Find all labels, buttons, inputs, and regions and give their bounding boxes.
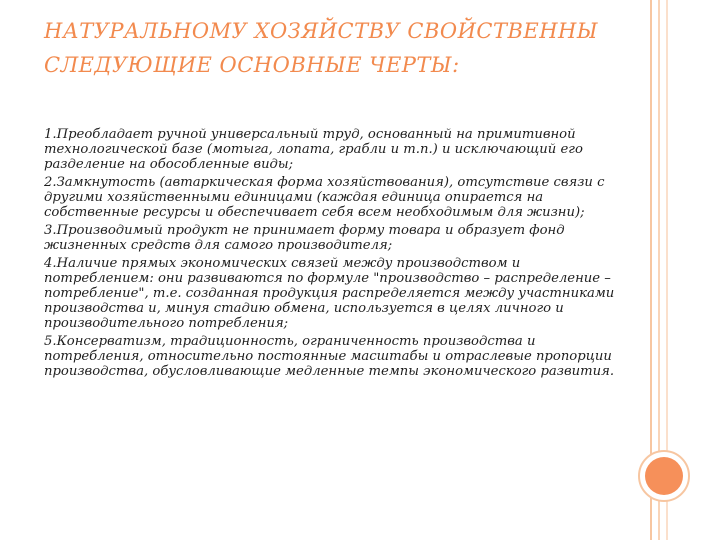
decorative-circle-icon <box>645 457 683 495</box>
slide-title: НАТУРАЛЬНОМУ ХОЗЯЙСТВУ СВОЙСТВЕННЫ СЛЕДУЮЩИЕ ОСНОВНЫЕ ЧЕРТЫ: <box>44 19 599 77</box>
slide-body <box>44 127 619 382</box>
point-item: 1.Преобладает ручной универсальный труд, основанный на примитивной технологической базе (мотыга, лопата, грабли и т.п.) и исключающий его разделение на обособленные виды; <box>44 127 583 172</box>
point-item: 3.Производимый продукт не принимает форму товара и образует фонд жизненных средств для самого производителя; <box>44 223 565 253</box>
point-item: 2.Замкнутость (автаркическая форма хозяйствования), отсутствие связи с другими хозяйственными единицами (каждая единица опирается на собственные ресурсы и обеспечивает себя всем необходимым для жизни); <box>44 175 605 220</box>
point-item: 5.Консерватизм, традиционность, ограниченность производства и потребления, относительно постоянные масштабы и отраслевые пропорции производства, обусловливающие медленные темпы экономического развития. <box>44 334 615 379</box>
point-item: 4.Наличие прямых экономических связей между производством и потреблением: они развиваются по формуле "производство – распределение – потребление", т.е. созданная продукция распределяется между участниками производства и, минуя стадию обмена, используется в целях личного и производительного потребления; <box>44 256 615 331</box>
